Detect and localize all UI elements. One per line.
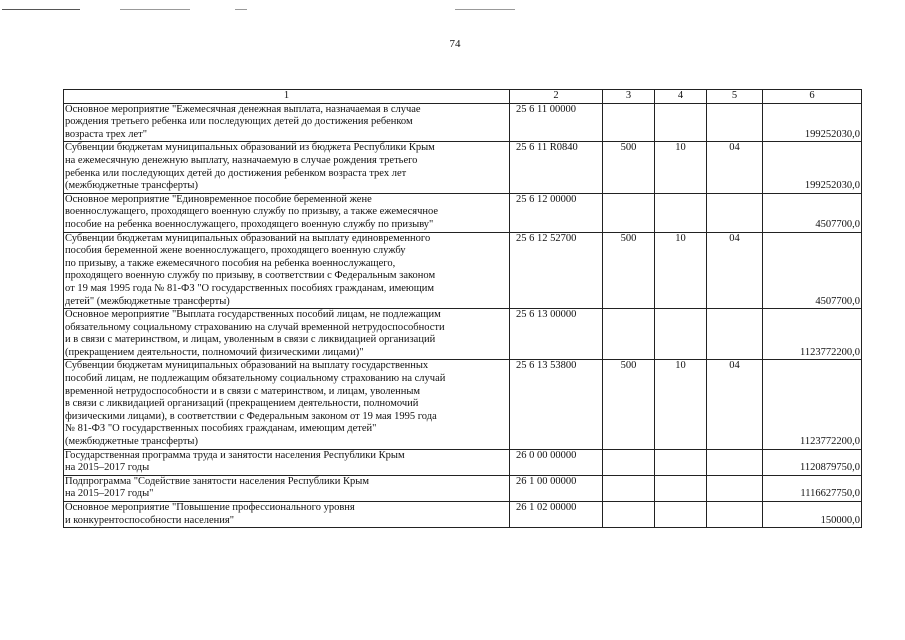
row-name-line: в связи с ликвидацией организаций (прекращением деятельности, полномочий (65, 398, 419, 410)
row-sum: 1123772200,0 (763, 309, 862, 360)
row-sum: 199252030,0 (763, 103, 862, 142)
row-name-line: № 81-ФЗ "О государственных пособиях гражданам, имеющим детей" (65, 423, 377, 435)
header-cell: 2 (510, 90, 603, 104)
row-name-line: временной нетрудоспособности и в связи с материнством, и лицам, уволенным (65, 385, 421, 397)
row-name-line: и конкурентоспособности населения" (65, 514, 235, 526)
header-cell: 3 (603, 90, 655, 104)
row-code: 25 6 11 R0840 (510, 142, 603, 193)
row-subsection (707, 502, 763, 528)
row-name-line: (прекращением деятельности, полномочий физическими лицами)" (65, 346, 364, 358)
row-name-line: Субвенции бюджетам муниципальных образований на выплату единовременного (65, 232, 431, 244)
row-sum: 1123772200,0 (763, 360, 862, 449)
row-name-line: пособия беременной жене военнослужащего, проходящего военную службу (65, 245, 406, 257)
row-section: 10 (655, 142, 707, 193)
table-row (64, 232, 862, 309)
row-section (655, 309, 707, 360)
header-cell: 6 (763, 90, 862, 104)
row-vr (603, 309, 655, 360)
row-section (655, 475, 707, 501)
row-section: 10 (655, 232, 707, 309)
row-sum: 4507700,0 (763, 232, 862, 309)
row-section (655, 502, 707, 528)
table-row (64, 360, 862, 449)
row-subsection (707, 449, 763, 475)
row-name-line: на 2015–2017 годы (65, 462, 150, 474)
table-row (64, 193, 862, 232)
table-row (64, 103, 862, 142)
row-name-line: (межбюджетные трансферты) (65, 436, 198, 448)
row-name-line: пособий лицам, не подлежащим обязательному социальному страхованию на случай (65, 373, 446, 385)
row-name-line: Государственная программа труда и занятости населения Республики Крым (65, 449, 405, 461)
row-sum: 4507700,0 (763, 193, 862, 232)
row-vr (603, 103, 655, 142)
row-subsection: 04 (707, 360, 763, 449)
row-section: 10 (655, 360, 707, 449)
row-code: 25 6 13 00000 (510, 309, 603, 360)
table-row (64, 309, 862, 360)
row-name-line: от 19 мая 1995 года № 81-ФЗ "О государственных пособиях гражданам, имеющим (65, 282, 435, 294)
header-cell: 5 (707, 90, 763, 104)
row-vr (603, 502, 655, 528)
table-row (64, 449, 862, 475)
row-vr: 500 (603, 142, 655, 193)
row-name-line: по призыву, а также ежемесячного пособия на ребенка военнослужащего, (65, 257, 396, 269)
row-vr: 500 (603, 360, 655, 449)
row-code: 26 1 02 00000 (510, 502, 603, 528)
row-vr (603, 193, 655, 232)
row-name-line: Основное мероприятие "Единовременное пособие беременной жене (65, 193, 372, 205)
row-name (64, 360, 510, 449)
row-vr: 500 (603, 232, 655, 309)
top-rule-mid2 (235, 9, 247, 10)
row-section (655, 193, 707, 232)
row-code: 25 6 12 00000 (510, 193, 603, 232)
row-subsection (707, 475, 763, 501)
row-code: 25 6 13 53800 (510, 360, 603, 449)
top-rule-right (455, 9, 515, 10)
row-code: 26 0 00 00000 (510, 449, 603, 475)
row-name-line: обязательному социальному страхованию на случай временной нетрудоспособности (65, 321, 445, 333)
row-name (64, 475, 510, 501)
header-cell: 1 (64, 90, 510, 104)
row-section (655, 103, 707, 142)
table-row (64, 502, 862, 528)
row-name-line: возраста трех лет" (65, 128, 147, 140)
row-code: 25 6 11 00000 (510, 103, 603, 142)
row-name-line: проходящего военную службу по призыву, в соответствии с Федеральным законом (65, 270, 436, 282)
row-vr (603, 449, 655, 475)
row-name-line: Основное мероприятие "Повышение профессионального уровня (65, 502, 355, 513)
top-rule-mid (120, 9, 190, 10)
row-name-line: Подпрограмма "Содействие занятости населения Республики Крым (65, 475, 369, 487)
table-row (64, 475, 862, 501)
row-subsection (707, 193, 763, 232)
row-subsection (707, 309, 763, 360)
row-section (655, 449, 707, 475)
row-sum: 199252030,0 (763, 142, 862, 193)
row-name-line: ребенка или последующих детей до достижения ребенком возраста трех лет (65, 167, 407, 179)
row-name-line: на 2015–2017 годы" (65, 488, 154, 500)
row-name-line: пособие на ребенка военнослужащего, проходящего военную службу по призыву" (65, 218, 434, 230)
row-subsection: 04 (707, 142, 763, 193)
row-name (64, 449, 510, 475)
row-sum: 1120879750,0 (763, 449, 862, 475)
row-name (64, 193, 510, 232)
row-vr (603, 475, 655, 501)
row-name-line: Основное мероприятие "Ежемесячная денежная выплата, назначаемая в случае (65, 103, 421, 115)
row-subsection: 04 (707, 232, 763, 309)
row-sum: 150000,0 (763, 502, 862, 528)
row-name-line: военнослужащего, проходящего военную службу по призыву, а также ежемесячное (65, 206, 439, 218)
row-code: 25 6 12 52700 (510, 232, 603, 309)
row-sum: 1116627750,0 (763, 475, 862, 501)
header-cell: 4 (655, 90, 707, 104)
row-name (64, 103, 510, 142)
row-name (64, 502, 510, 528)
header-row (64, 90, 862, 104)
table-row (64, 142, 862, 193)
row-name-line: (межбюджетные трансферты) (65, 180, 198, 192)
row-name (64, 309, 510, 360)
row-name (64, 232, 510, 309)
row-name-line: Основное мероприятие "Выплата государственных пособий лицам, не подлежащим (65, 309, 441, 321)
row-name-line: рождения третьего ребенка или последующих детей до достижения ребенком (65, 116, 413, 128)
row-name-line: Субвенции бюджетам муниципальных образований на выплату государственных (65, 360, 429, 372)
row-name (64, 142, 510, 193)
budget-table (63, 89, 862, 528)
row-name-line: Субвенции бюджетам муниципальных образований из бюджета Республики Крым (65, 142, 435, 154)
row-name-line: и в связи с материнством, и лицам, уволенным в связи с ликвидацией организаций (65, 334, 436, 346)
top-rule-left (2, 9, 80, 10)
row-name-line: физическими лицами), в соответствии с Федеральным законом от 19 мая 1995 года (65, 410, 437, 422)
row-code: 26 1 00 00000 (510, 475, 603, 501)
page-number: 74 (449, 38, 461, 50)
row-name-line: детей" (межбюджетные трансферты) (65, 295, 230, 307)
row-name-line: на ежемесячную денежную выплату, назначаемую в случае рождения третьего (65, 154, 418, 166)
row-subsection (707, 103, 763, 142)
